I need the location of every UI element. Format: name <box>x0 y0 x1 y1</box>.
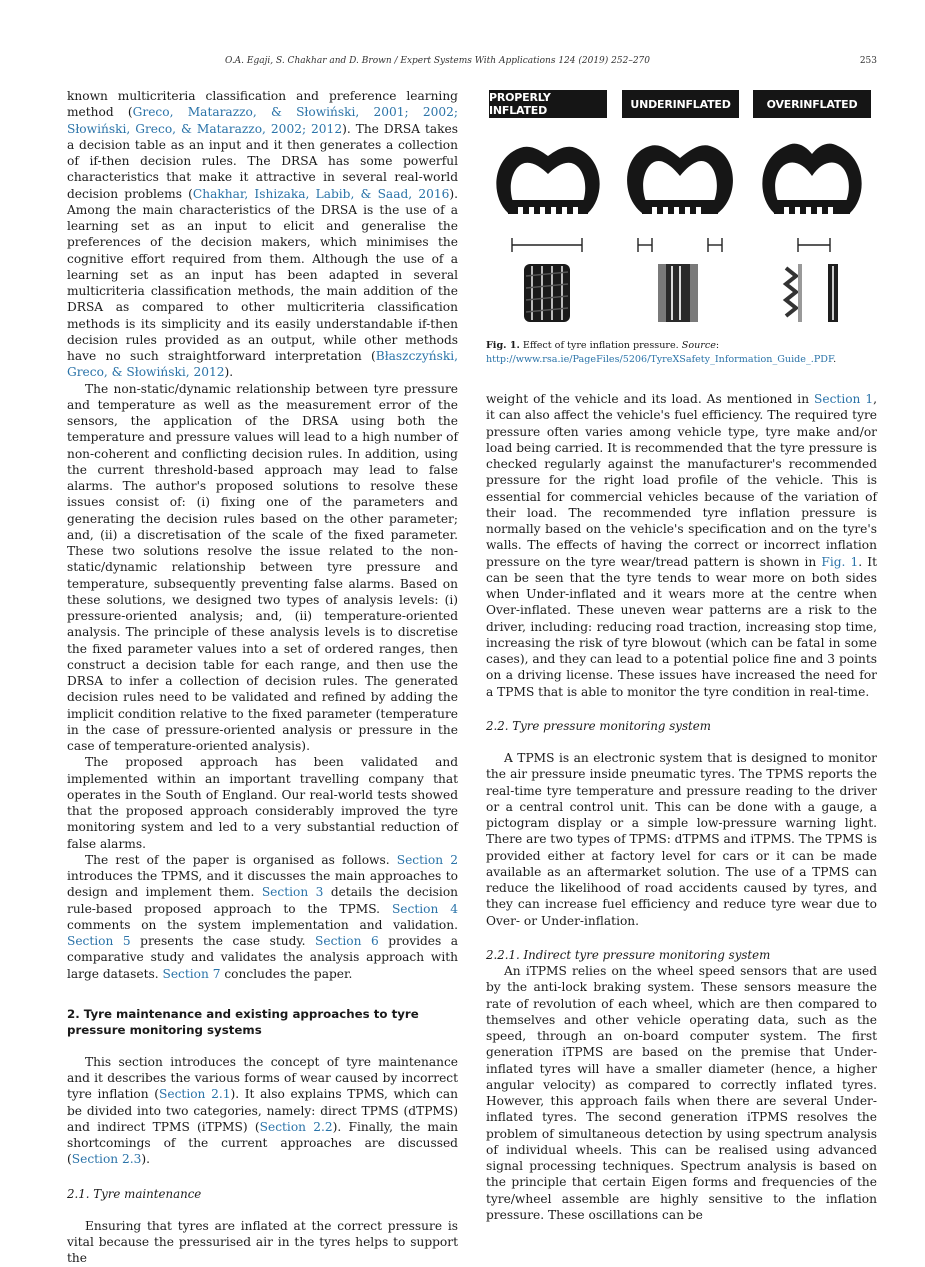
paragraph: The proposed approach has been validated and implemented within an important travelling company that operates in the South of England. Our real-world tests showed that the proposed approach considerably improved the tyre monitoring system and led to a very substantial reduction of false alarms. <box>67 755 458 851</box>
text: details the decision rule-based proposed approach to the TPMS. <box>67 885 458 916</box>
citation-link[interactable]: Chakhar, Ishizaka, Labib, & Saad, 2016 <box>192 186 450 201</box>
section-link[interactable]: Section 1 <box>814 392 874 406</box>
paragraph: A TPMS is an electronic system that is designed to monitor the air pressure inside pneumatic tyres. The TPMS reports the real-time tyre temperature and pressure reading to the driver or a central control unit. This can be done with a gauge, a pictogram display or a simple low-pressure warning light. There are two types of TPMS: dTPMS and iTPMS. The TPMS is provided either at factory level for cars or it can be made available as an aftermarket solution. The use of a TPMS can reduce the likelihood of road accidents caused by tyres, and they can increase fuel efficiency and reduce tyre wear due to Over- or Under-inflation. <box>486 751 877 928</box>
section-link[interactable]: Section 6 <box>315 934 379 948</box>
paragraph <box>67 1054 458 1168</box>
text: known multicriteria classification and preference learning method ( <box>67 89 458 120</box>
section-link[interactable]: Section 7 <box>162 966 221 981</box>
text: . It can be seen that the tyre tends to wear more on both sides when Under-inflated and it wears more at the centre when Over-inflated. These uneven wear patterns are a risk to the driver, including: reducing road traction, increasing stop time, increasing the risk of tyre blowout (which can be fatal in some cases), and they can lead to a potential police fine and 3 points on a driving license. These issues have increased the need for a TPMS that is able to monitor the tyre condition in real-time. <box>486 554 877 699</box>
page-number: 253 <box>859 56 877 66</box>
text: weight of the vehicle and its load. As mentioned in <box>486 392 815 406</box>
paragraph <box>486 391 877 700</box>
section-link[interactable]: Section 3 <box>261 885 324 900</box>
contact-width-proper <box>512 238 582 252</box>
section-link[interactable]: Section 5 <box>67 934 131 948</box>
section-link[interactable]: Section 2 <box>396 852 458 867</box>
subsection-heading: 2.2. Tyre pressure monitoring system <box>486 718 711 733</box>
section-heading: 2. Tyre maintenance and existing approaches to tyre pressure monitoring systems <box>67 1006 419 1037</box>
label-underinflated: UNDERINFLATED <box>622 90 739 118</box>
text: concludes the paper. <box>220 966 353 981</box>
subsection-heading: 2.1. Tyre maintenance <box>67 1186 202 1201</box>
text: provides a comparative study and validates the analysis approach with large datasets. <box>67 934 459 981</box>
tread-pattern-proper <box>524 264 570 322</box>
text: ). Finally, the main shortcomings of the current approaches are discussed ( <box>67 1119 458 1167</box>
tyre-profile-over <box>762 144 861 214</box>
caption-colon: : <box>715 340 720 351</box>
paragraph <box>67 852 458 982</box>
right-column <box>486 391 877 1223</box>
contact-width-under <box>638 238 722 252</box>
text: ). It also explains TPMS, which can be divided into two categories, namely: direct TPMS (dTPMS) and indirect TPMS (iTPMS) ( <box>67 1087 458 1134</box>
left-column <box>67 88 458 1267</box>
text: , it can also affect the vehicle's fuel efficiency. The required tyre pressure often varies among vehicle type, tyre make and/or load being carried. It is recommended that the tyre pressure is checked regularly against the manufacturer's recommended pressure for the right load profile of the vehicle. This is essential for commercial vehicles because of the variation of their load. The recommended tyre inflation pressure is normally based on the vehicle's specification and on the tyre's walls. The effects of having the correct or incorrect inflation pressure on the tyre wear/tread pattern is shown in <box>486 392 878 569</box>
tyre-profile-proper <box>496 147 599 214</box>
citation-link[interactable]: Greco, Matarazzo, & Słowiński, 2001; 2002; Słowiński, Greco, & Matarazzo, 2002; 2012 <box>67 105 458 136</box>
label-overinflated: OVERINFLATED <box>753 90 871 118</box>
caption-text: Effect of tyre inflation pressure. <box>519 340 682 351</box>
text: This section introduces the concept of tyre maintenance and it describes the various forms of wear caused by incorrect tyre inflation ( <box>67 1054 458 1102</box>
tread-pattern-under <box>658 264 698 322</box>
text: ). Among the main characteristics of the DRSA is the use of a learning set as an input to elicit and generalise the preferences of the decision makers, which minimises the cognitive effort required from them. Although the use of a learning set as an input has been adapted in several multicriteria classification methods, the main addition of the DRSA as compared to other multicriteria classification methods is its simplicity and its easily understandable if-then decision rules provided as an output, while other methods have no such straightforward interpretation ( <box>67 186 458 363</box>
text: ). <box>141 1152 151 1167</box>
section-link[interactable]: Section 2.1 <box>159 1087 231 1102</box>
tread-pattern-over <box>786 264 838 322</box>
tyre-profile-under <box>627 145 733 214</box>
paragraph: Ensuring that tyres are inflated at the correct pressure is vital because the pressurised air in the tyres helps to support the <box>67 1218 458 1266</box>
text: comments on the system implementation and validation. <box>67 917 458 932</box>
figure-1 <box>486 88 877 378</box>
contact-width-over <box>798 238 830 252</box>
text: presents the case study. <box>130 934 316 948</box>
tyre-illustration <box>486 88 877 338</box>
section-link[interactable]: Section 2.2 <box>259 1119 333 1134</box>
running-header <box>67 56 877 70</box>
paragraph: The non-static/dynamic relationship between tyre pressure and temperature as well as the measurement error of the sensors, the application of the DRSA using both the temperature and pressure values will lead to a high number of non-coherent and conflicting decision rules. In addition, using the current threshold-based approach may lead to false alarms. The author's proposed solutions to resolve these issues consist of: (i) fixing one of the parameters and generating the decision rules based on the other parameter; and, (ii) a discretisation of the scale of the fixed parameter. These two solutions resolve the issue related to the non-static/dynamic relationship between tyre pressure and temperature, subsequently preventing false alarms. Based on these solutions, we designed two types of analysis levels: (i) pressure-oriented analysis; and, (ii) temperature-oriented analysis. The principle of these analysis levels is to discretise the fixed parameter values into a set of ordered ranges, then construct a decision table for each range, and then use the DRSA to infer a collection of decision rules. The generated decision rules need to be validated and refined by adding the implicit condition relative to the fixed parameter (temperature in the case of pressure-oriented analysis or pressure in the case of temperature-oriented analysis). <box>67 381 458 753</box>
citation-link[interactable]: Błaszczyński, Greco, & Słowiński, 2012 <box>67 349 458 380</box>
paragraph: An iTPMS relies on the wheel speed sensors that are used by the anti-lock braking system. These sensors measure the rate of revolution of each wheel, which are then compared to themselves and other vehicle operating data, such as the speed, through an on-board computer system. The first generation iTPMS are based on the premise that Under-inflated tyres will have a smaller diameter (hence, a higher angular velocity) as compared to correctly inflated tyres. However, this approach fails when there are several Under-inflated tyres. The second generation iTPMS resolves the problem of simultaneous detection by using spectrum analysis of individual wheels. This can be realised using advanced signal processing techniques. Spectrum analysis is based on the principle that certain Eigen forms and frequencies of the tyre/wheel assemble are highly sensitive to the inflation pressure. These oscillations can be <box>486 964 877 1222</box>
label-properly-inflated: PROPERLY INFLATED <box>489 90 607 118</box>
figure-caption <box>486 339 877 367</box>
text: The rest of the paper is organised as follows. <box>85 852 397 867</box>
paragraph <box>67 88 458 381</box>
text: ). The DRSA takes a decision table as an input and it then generates a collection of if-then decision rules. The DRSA has some powerful characteristics that make it attractive in several real-world decision problems ( <box>67 121 459 201</box>
section-link[interactable]: Section 4 <box>391 901 459 916</box>
figure-link[interactable]: Fig. 1 <box>821 554 859 569</box>
section-link[interactable]: Section 2.3 <box>71 1152 142 1167</box>
caption-source: Source <box>681 340 716 351</box>
text: ). <box>224 365 234 380</box>
subsubsection-heading: 2.2.1. Indirect tyre pressure monitoring system <box>486 947 771 962</box>
caption-end: . <box>833 354 837 365</box>
source-url-link[interactable]: http://www.rsa.ie/PageFiles/5206/TyreXSafety_Information_Guide_.PDF <box>486 354 834 365</box>
header-citation: O.A. Egaji, S. Chakhar and D. Brown / Expert Systems With Applications 124 (2019) 252–270 <box>224 56 651 66</box>
caption-label: Fig. 1. <box>486 340 520 351</box>
text: introduces the TPMS, and it discusses the main approaches to design and implement them. <box>67 869 458 900</box>
